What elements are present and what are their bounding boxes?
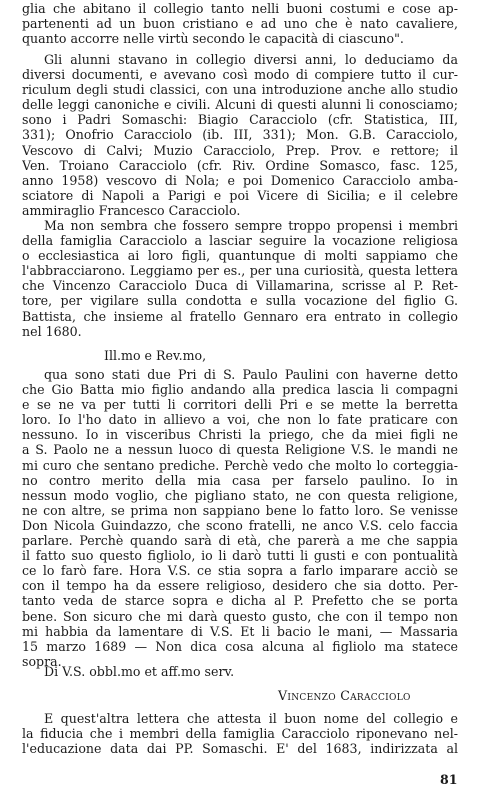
text-line: il fatto suo questo figliolo, io li darò tutti li gusti e con pontualità [22, 548, 458, 564]
letter-salutation: Ill.mo e Rev.mo, [104, 348, 207, 363]
text-line: l'educazione data dai PP. Somaschi. E' del 1683, indirizzata al [22, 741, 458, 757]
letter-body [22, 367, 458, 669]
text-line: anno 1958) vescovo di Nola; e poi Domenico Caracciolo amba- [22, 172, 458, 188]
text-line: a S. Paolo ne a nessun luoco di questa Religione V.S. le mandi ne [22, 442, 458, 458]
text-line: nessun modo voglio, che pigliano stato, ne con questa religione, [22, 487, 458, 503]
text-line: mi curo che sentano prediche. Perchè vedo che molto lo corteggia- [22, 457, 458, 473]
text-line: con il tempo ha da essere religioso, desidero che sia dotto. Per- [22, 578, 458, 594]
page-number: 81 [440, 772, 458, 787]
text-line: o ecclesiastica ai loro figli, quantunque di molti sappiamo che [22, 248, 458, 264]
text-line: sciatore di Napoli a Parigi e poi Vicere di Sicilia; e il celebre [22, 187, 458, 203]
text-line: che Vincenzo Caracciolo Duca di Villamarina, scrisse al P. Ret- [22, 278, 458, 294]
text-line: diversi documenti, e avevano così modo di compiere tutto il cur- [22, 67, 458, 83]
paragraph-ma [22, 218, 458, 339]
text-line: no contro merito della mia casa per farselo paulino. Io in [22, 472, 458, 488]
text-line: 15 marzo 1689 — Non dica cosa alcuna al figliolo ma statece [22, 638, 458, 654]
text-line: tanto veda de starce sopra e dicha al P. Prefetto che se porta [22, 593, 458, 609]
text-line: Don Nicola Guindazzo, che scono fratelli, ne anco V.S. celo faccia [22, 517, 458, 533]
text-line: ce lo farò fare. Hora V.S. ce stia sopra a farlo imparare acciò se [22, 563, 458, 579]
text-line: Ma non sembra che fossero sempre troppo propensi i membri [44, 218, 458, 233]
text-line: della famiglia Caracciolo a lasciar seguire la vocazione religiosa [22, 233, 458, 249]
text-line: quanto accorre nelle virtù secondo le capacità di ciascuno". [22, 31, 404, 47]
text-line: la fiducia che i membri della famiglia Caracciolo riponevano nel- [22, 726, 458, 742]
text-line: Vescovo di Calvi; Muzio Caracciolo, Prep. Prov. e rettore; il [22, 142, 458, 158]
top-paragraph [22, 1, 458, 46]
text-line: parlare. Perchè quando sarà di età, che parerà a me che sappia [22, 533, 458, 549]
paragraph-alunni [22, 52, 458, 218]
text-line: E quest'altra lettera che attesta il buon nome del collegio e [44, 711, 458, 726]
text-line: nel 1680. [22, 323, 82, 339]
text-line: che Gio Batta mio figlio andando alla predica lascia li compagni [22, 382, 458, 398]
text-line: tore, per vigilare sulla condotta e sulla vocazione del figlio G. [22, 293, 458, 309]
text-line: mi habbia da lamentare di V.S. Et li bacio le mani, — Massaria [22, 623, 458, 639]
text-line: bene. Son sicuro che mi darà questo gusto, che con il tempo non [22, 608, 458, 624]
text-line: nessuno. Io in visceribus Christi la priego, che da miei figli ne [22, 427, 458, 443]
text-line: sopra. [22, 653, 62, 669]
text-line: glia che abitano il collegio tanto nelli buoni costumi e cose ap- [22, 1, 458, 16]
text-line: Battista, che insieme al fratello Gennaro era entrato in collegio [22, 308, 458, 324]
text-line: Gli alunni stavano in collegio diversi anni, lo deduciamo da [44, 52, 458, 67]
text-line: l'abbracciarono. Leggiamo per es., per una curiosità, questa lettera [22, 263, 458, 279]
letter-closing: Di V.S. obbl.mo et aff.mo serv. [44, 664, 235, 679]
text-line: riculum degli studi classici, con una introduzione anche allo studio [22, 82, 458, 98]
text-line: ne con altre, se prima non sappiano bene lo fatto loro. Se venisse [22, 502, 458, 518]
text-line: e se ne va per tutti li corritori delli Pri e se mette la berretta [22, 397, 458, 413]
text-line: partenenti ad un buon cristiano e ad uno che è nato cavaliere, [22, 16, 458, 32]
bottom-paragraph [22, 711, 458, 756]
text-line: loro. Io l'ho dato in allievo a voi, che non lo fate praticare con [22, 412, 458, 428]
text-line: ammiraglio Francesco Caracciolo. [22, 202, 241, 218]
text-line: Ven. Troiano Caracciolo (cfr. Riv. Ordine Somasco, fasc. 125, [22, 157, 458, 173]
text-line: 331); Onofrio Caracciolo (ib. III, 331); Mon. G.B. Caracciolo, [22, 127, 458, 143]
text-line: sono i Padri Somaschi: Biagio Caracciolo (cfr. Statistica, III, [22, 112, 458, 128]
letter-signature: Vincenzo Caracciolo [278, 688, 411, 703]
text-line: delle leggi canoniche e civili. Alcuni di questi alunni li conosciamo; [22, 97, 458, 113]
text-line: qua sono stati due Pri di S. Paulo Paulini con haverne detto [44, 367, 458, 382]
